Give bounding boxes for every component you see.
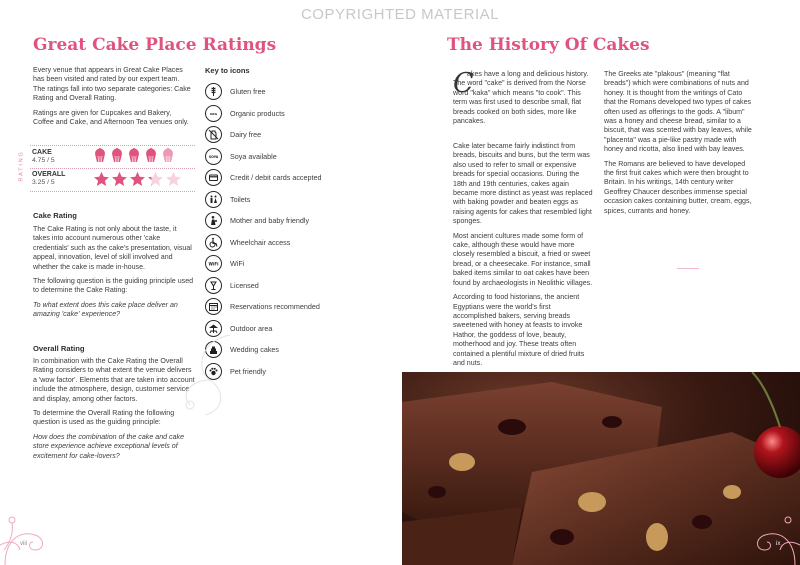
history-paragraph: The Greeks ate "plakous" (meaning "flat breads") which were combinations of nuts and honey. It is thought from the writings of Cato that the Romans developed two types of cakes often used as offerings to the gods. A "libum" was a honey and cheese bread, similar to a biscuit, that was scented with bay leaves, while "placenta" was a pie-like pastry made with honey and ricotta, also lined with bay leaves. bbox=[604, 70, 752, 154]
icon-key-row bbox=[205, 103, 355, 125]
icon-key-title: Key to icons bbox=[205, 66, 250, 75]
icon-key-row bbox=[205, 124, 355, 146]
intro-text bbox=[33, 66, 193, 132]
icon-key-label: Gluten free bbox=[230, 87, 266, 97]
icon-key-label: Reservations recommended bbox=[230, 302, 320, 312]
icon-key-label: Pet friendly bbox=[230, 366, 266, 376]
svg-text:WiFi: WiFi bbox=[208, 261, 219, 267]
icon-key-row bbox=[205, 253, 355, 275]
cake-rating-value: 4.75 / 5 bbox=[32, 157, 55, 164]
cake-rating-paragraph: The following question is the guiding principle used to determine the Cake Rating: bbox=[33, 277, 194, 295]
rating-side-label: RATING bbox=[18, 150, 25, 182]
cupcake-rating-icon bbox=[127, 148, 141, 163]
svg-text:SOYA: SOYA bbox=[208, 154, 219, 159]
organic-icon bbox=[205, 105, 222, 122]
icon-key-label: Licensed bbox=[230, 280, 259, 290]
floral-ornament-icon bbox=[170, 330, 235, 425]
icon-key-label: Outdoor area bbox=[230, 323, 273, 333]
icon-key-row bbox=[205, 275, 355, 297]
svg-text:ORG: ORG bbox=[209, 111, 218, 116]
cupcake-rating-icon bbox=[161, 148, 175, 163]
star-rating-icon bbox=[129, 171, 146, 187]
cake-rating-question: To what extent does this cake place deliver an amazing 'cake' experience? bbox=[33, 300, 178, 319]
wheelchair-icon bbox=[205, 234, 222, 251]
credit-card-icon bbox=[205, 169, 222, 186]
right-page-title: The History Of Cakes bbox=[447, 35, 650, 55]
icon-key-row bbox=[205, 189, 355, 211]
icon-key-row bbox=[205, 296, 355, 318]
copyright-watermark: COPYRIGHTED MATERIAL bbox=[300, 6, 500, 23]
overall-rating-question: How does the combination of the cake and cake store experience achieve exceptional levels of excitement for cake-lovers? bbox=[33, 432, 185, 460]
star-rating-icon bbox=[147, 171, 164, 187]
history-column-2 bbox=[604, 70, 752, 221]
icon-key-label: Wheelchair access bbox=[230, 237, 291, 247]
toilets-icon bbox=[205, 191, 222, 208]
floral-ornament-icon bbox=[740, 495, 800, 565]
history-paragraph: According to food historians, the ancient Egyptians were the world's first accomplished bakers, serving breads sweetened with honey at feasts to invoke Hathor, the goddess of love, beauty, motherhood and joy. These treats often contained a plentiful mixture of dried fruits and nuts. bbox=[453, 293, 585, 367]
left-page-number: viii bbox=[20, 541, 27, 547]
icon-key-label: Organic products bbox=[230, 108, 285, 118]
star-rating-icons bbox=[93, 171, 182, 187]
cupcake-rating-icon bbox=[93, 148, 107, 163]
icon-key-row bbox=[205, 232, 355, 254]
history-paragraph: The Romans are believed to have developed the first fruit cakes which were then brought to Britain. In his writings, 14th century writer Geoffrey Chaucer describes immense special occasion cakes containing butter, cream, eggs, spices, currants and honey. bbox=[604, 159, 752, 215]
icon-key-row bbox=[205, 81, 355, 103]
intro-paragraph: Every venue that appears in Great Cake Places has been visited and rated by our expert team. The ratings fall into two separate categories: Cake Rating and Overall Rating. bbox=[33, 66, 191, 103]
pink-divider bbox=[677, 268, 699, 269]
icon-key-label: Dairy free bbox=[230, 130, 262, 140]
history-paragraph: Cake later became fairly indistinct from breads, biscuits and buns, but the term was also used to refer to small or expensive breads for special occasions. During the 18th and 19th centuries, cakes again became more distinct as yeast was replaced with baking powder and beaten eggs as raising agents for cakes that resembled light sponges. bbox=[453, 142, 593, 226]
cake-rating-name: CAKE bbox=[32, 149, 52, 156]
overall-rating-paragraph: In combination with the Cake Rating the Overall Rating considers to what extent the venue delivers a 'wow factor'. Elements that are taken into account include the atmosphere, design, customer service and display, among other factors. bbox=[33, 357, 195, 403]
floral-ornament-icon bbox=[0, 490, 60, 565]
soya-icon bbox=[205, 148, 222, 165]
overall-rating-name: OVERALL bbox=[32, 171, 66, 178]
star-rating-icon bbox=[111, 171, 128, 187]
star-rating-icon bbox=[93, 171, 110, 187]
icon-key-label: WiFi bbox=[230, 259, 245, 269]
left-page-title: Great Cake Place Ratings bbox=[33, 35, 277, 55]
history-column-1-cont bbox=[453, 142, 593, 373]
icon-key-row bbox=[205, 146, 355, 168]
icon-key-label: Toilets bbox=[230, 194, 251, 204]
cupcake-rating-icon bbox=[110, 148, 124, 163]
overall-rating-value: 3.25 / 5 bbox=[32, 179, 55, 186]
star-rating-icon bbox=[165, 171, 182, 187]
overall-rating-paragraph: To determine the Overall Rating the following question is used as the guiding principle: bbox=[33, 409, 175, 427]
icon-key-label: Soya available bbox=[230, 151, 277, 161]
history-paragraph: Most ancient cultures made some form of cake, although these would have more closely resembled a biscuit, a fried or sweet bread, or a cheesecake. For instance, small baked items similar to oat cakes have been found by archaeologists in Neolithic villages. bbox=[453, 231, 593, 287]
gluten-free-icon bbox=[205, 83, 222, 100]
icon-key-row bbox=[205, 210, 355, 232]
mother-baby-icon bbox=[205, 212, 222, 229]
overall-rating-heading: Overall Rating bbox=[33, 344, 85, 353]
rating-example bbox=[18, 145, 193, 191]
dairy-free-icon bbox=[205, 126, 222, 143]
cake-rating-text bbox=[33, 225, 195, 325]
cake-rating-paragraph: The Cake Rating is not only about the taste, it takes into account numerous other 'cake credentials' such as the cake's presentation, visual appeal, innovation, level of skill involved and whether the cake is made in-house. bbox=[33, 225, 192, 271]
icon-key-label: Credit / debit cards accepted bbox=[230, 173, 322, 183]
cupcake-rating-icons bbox=[93, 148, 175, 163]
intro-paragraph: Ratings are given for Cupcakes and Bakery, Coffee and Cake, and Afternoon Tea venues only. bbox=[33, 108, 189, 127]
licensed-icon bbox=[205, 277, 222, 294]
history-column-1 bbox=[453, 70, 593, 131]
reservations-icon bbox=[205, 298, 222, 315]
dropcap-letter: C bbox=[453, 68, 474, 99]
wifi-icon bbox=[205, 255, 222, 272]
right-page-number: ix bbox=[776, 541, 781, 547]
icon-key-label: Wedding cakes bbox=[230, 345, 280, 355]
icon-key-label: Mother and baby friendly bbox=[230, 216, 310, 226]
cupcake-rating-icon bbox=[144, 148, 158, 163]
cake-rating-heading: Cake Rating bbox=[33, 211, 77, 220]
icon-key-row bbox=[205, 167, 355, 189]
history-paragraph: akes have a long and delicious history. The word "cake" is derived from the Norse word "kaka" which means "to cook". This term was first used to describe small, flat breads cooked on both sides, more like pancakes. bbox=[453, 70, 589, 126]
